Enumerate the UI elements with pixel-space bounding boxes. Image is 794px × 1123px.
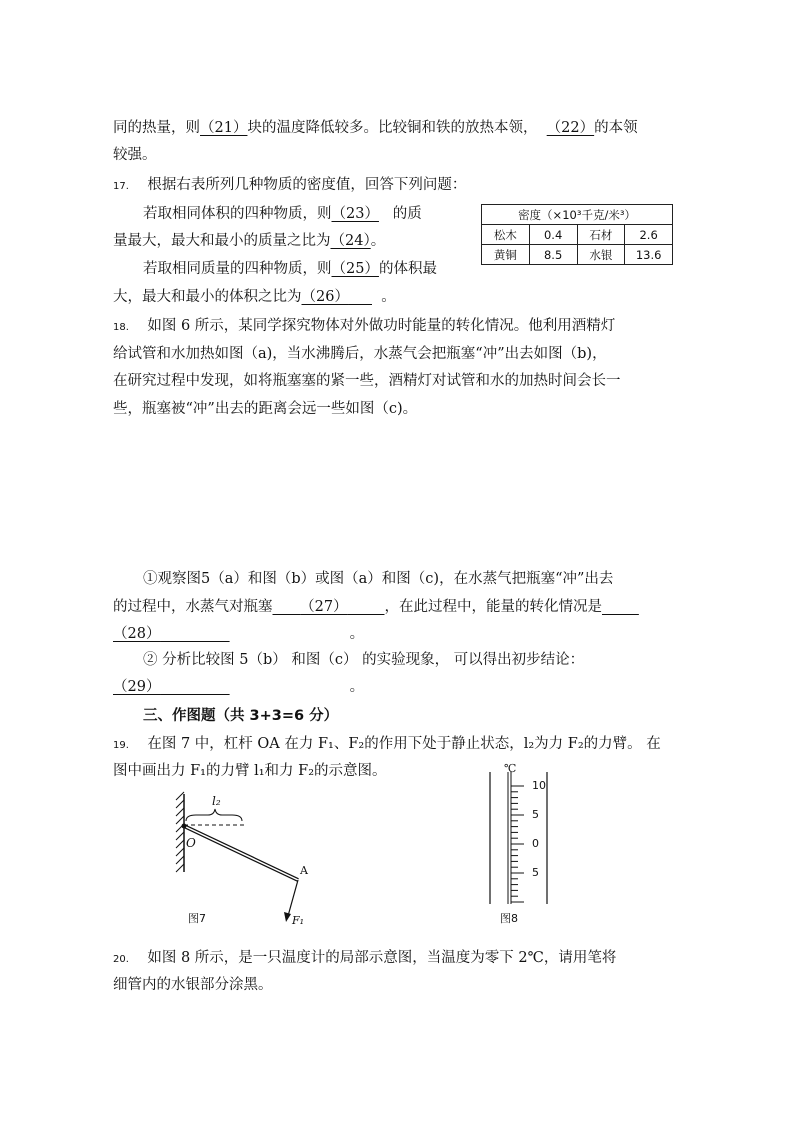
q17-intro-text: 根据右表所列几种物质的密度值，回答下列问题： — [147, 177, 467, 193]
blank-29-underline — [113, 679, 230, 695]
q17-l3-text: 若取相同质量的四种物质，则 — [143, 261, 332, 277]
q19-line1 — [113, 734, 661, 756]
table-cell: 8.5 — [529, 245, 577, 265]
q19-l1-text: 在图 7 中，杠杆 OA 在力 F₁、F₂的作用下处于静止状态，l₂为力 F₂的力臂。 在 — [147, 736, 661, 752]
q16-line1 — [113, 118, 638, 138]
q16-text-c: 的本领 — [594, 120, 638, 136]
tick-label: 0 — [532, 837, 539, 850]
tick-label: 10 — [532, 779, 546, 792]
q17-line1 — [143, 204, 422, 224]
label-a: A — [300, 864, 308, 877]
force-f1-arrowhead — [284, 912, 291, 922]
table-row — [482, 245, 673, 265]
wall-hatching — [176, 792, 184, 872]
q17-line2 — [113, 231, 385, 251]
table-cell: 13.6 — [625, 245, 673, 265]
q17-line3 — [143, 259, 437, 279]
q17-l1-text: 若取相同体积的四种物质，则 — [143, 206, 332, 222]
q19-line2: 图中画出力 F₁的力臂 l₁和力 F₂的示意图。 — [113, 763, 387, 779]
q18-line2: 给试管和水加热如图（a)，当水沸腾后，水蒸气会把瓶塞“冲”出去如图（b)， — [113, 346, 607, 362]
q17-l2-text: 量最大，最大和最小的质量之比为 — [113, 233, 331, 249]
blank-26: （26） — [301, 289, 349, 305]
density-table — [481, 204, 673, 265]
q17-l4-end: 。 — [381, 289, 396, 305]
blank-21: （21） — [200, 120, 248, 136]
q17-l4-text: 大，最大和最小的体积之比为 — [113, 289, 302, 305]
force-f1-line — [288, 880, 298, 916]
q18-s1-end: 。 — [349, 626, 365, 642]
q18-s1-text-b: ，在此过程中，能量的转化情况是 — [384, 599, 602, 615]
q18-sub1-line3 — [113, 624, 364, 644]
density-table-header: 密度（×10³千克/米³） — [482, 205, 673, 225]
q20-line2: 细管内的水银部分涂黑。 — [113, 977, 273, 993]
q18-sub2-line2 — [113, 677, 364, 697]
blank-28-underline — [113, 626, 230, 642]
tick-label: 5 — [532, 808, 539, 821]
q17-l2-end: 。 — [370, 233, 386, 249]
q16-line2: 较强。 — [113, 147, 157, 163]
q17-l1-end: 的质 — [392, 206, 422, 222]
q18-number: 18. — [113, 322, 129, 333]
q20-number: 20. — [113, 954, 129, 965]
pivot-point — [182, 824, 187, 829]
section-title: 三、作图题（共 3+3=6 分） — [143, 708, 339, 724]
q18-sub2-line1: ② 分析比较图 5（b） 和图（c） 的实验现象， 可以得出初步结论： — [143, 652, 585, 668]
q20-l1-text: 如图 8 所示，是一只温度计的局部示意图，当温度为零下 2℃，请用笔将 — [147, 950, 617, 966]
q18-s1-text: 的过程中，水蒸气对瓶塞 — [113, 599, 273, 615]
label-o: O — [186, 836, 196, 850]
blank-22: （22） — [546, 120, 595, 136]
scale-ticks — [511, 786, 524, 902]
q18-line3: 在研究过程中发现，如将瓶塞塞的紧一些，酒精灯对试管和水的加热时间会长一 — [113, 373, 621, 389]
tick-label: 5 — [532, 866, 539, 879]
blank-25: （25） — [331, 261, 379, 277]
blank-29: （29） — [113, 679, 161, 695]
q17-intro — [113, 175, 466, 197]
q18-l1-text: 如图 6 所示，某同学探究物体对外做功时能量的转化情况。他利用酒精灯 — [147, 318, 616, 334]
figure-8-thermometer — [480, 770, 560, 906]
blank-24: （24） — [330, 233, 371, 249]
q16-text-a: 同的热量，则 — [113, 120, 200, 136]
q16-text-b: 块的温度降低较多。比较铜和铁的放热本领， — [247, 120, 538, 136]
blank-23: （23） — [331, 206, 379, 222]
table-row — [482, 225, 673, 245]
blank-28: （28） — [113, 626, 161, 642]
table-cell: 0.4 — [529, 225, 577, 245]
figure-7-caption: 图7 — [188, 912, 206, 925]
l2-brace — [186, 809, 242, 821]
table-cell: 石材 — [577, 225, 625, 245]
q20-line1 — [113, 948, 616, 970]
table-cell: 黄铜 — [482, 245, 530, 265]
table-cell: 松木 — [482, 225, 530, 245]
q18-sub1-line1: ①观察图5（a）和图（b）或图（a）和图（c)，在水蒸气把瓶塞“冲”出去 — [143, 571, 614, 587]
table-cell: 2.6 — [625, 225, 673, 245]
figure-8-caption: 图8 — [500, 912, 518, 925]
q17-number: 17. — [113, 181, 129, 192]
q18-sub1-line2 — [113, 597, 639, 617]
blank-27: （27） — [300, 599, 348, 615]
q18-s2-end: 。 — [349, 679, 365, 695]
table-cell: 水银 — [577, 245, 625, 265]
label-l2: l₂ — [212, 794, 221, 808]
q17-l3-end: 的体积最 — [378, 261, 437, 277]
blank-27-underline — [273, 599, 385, 615]
q19-number: 19. — [113, 740, 129, 751]
q18-line4: 些，瓶塞被“冲”出去的距离会远一些如图（c)。 — [113, 401, 418, 417]
label-f1: F₁ — [292, 914, 305, 927]
q17-line4 — [113, 287, 396, 307]
q18-line1 — [113, 316, 615, 338]
unit-label: ℃ — [504, 762, 517, 775]
